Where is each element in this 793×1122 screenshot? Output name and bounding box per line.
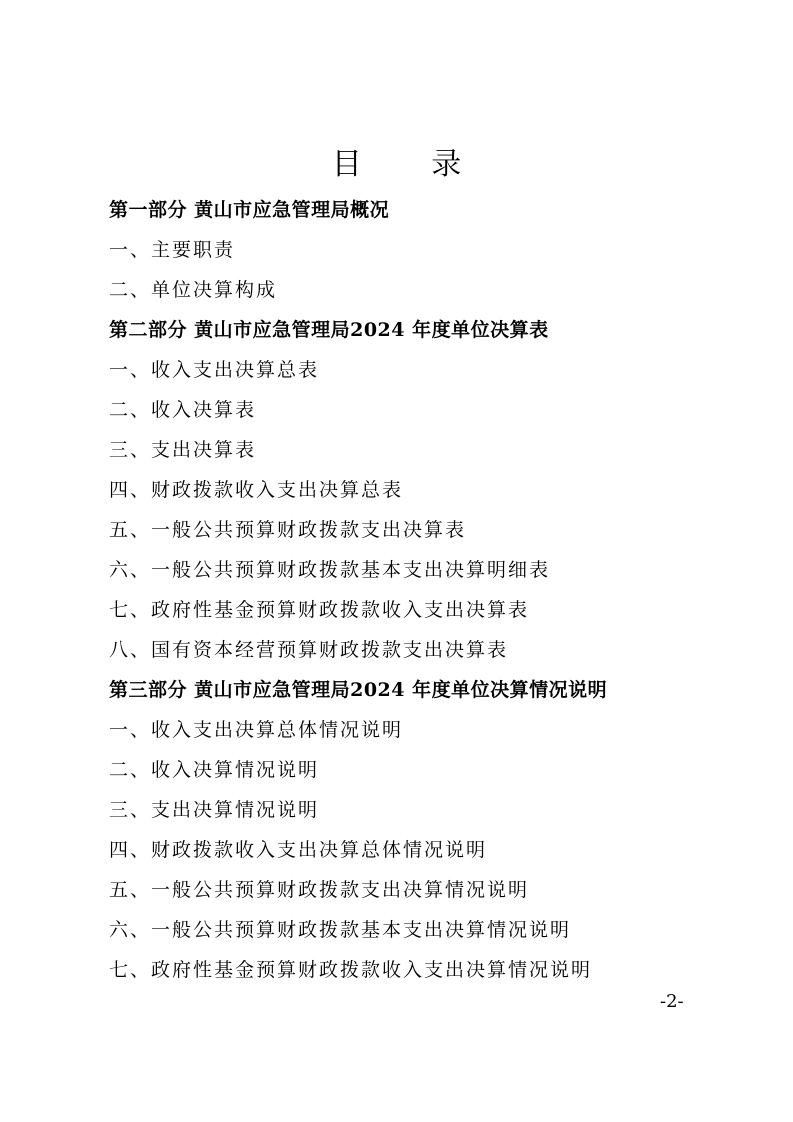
toc-item: 六、一般公共预算财政拨款基本支出决算明细表 xyxy=(109,559,551,581)
toc-item: 七、政府性基金预算财政拨款收入支出决算表 xyxy=(109,599,530,621)
document-title: 目 录 xyxy=(331,147,492,182)
toc-item: 六、一般公共预算财政拨款基本支出决算情况说明 xyxy=(109,919,572,941)
toc-item: 五、一般公共预算财政拨款支出决算表 xyxy=(109,519,467,541)
toc-item: 一、收入支出决算总体情况说明 xyxy=(109,719,404,741)
toc-item: 一、主要职责 xyxy=(109,239,236,261)
toc-item: 八、国有资本经营预算财政拨款支出决算表 xyxy=(109,639,509,661)
toc-part-heading: 第一部分 黄山市应急管理局概况 xyxy=(109,199,390,221)
toc-item: 二、单位决算构成 xyxy=(109,279,278,301)
toc-item: 二、收入决算表 xyxy=(109,399,257,421)
toc-item: 四、财政拨款收入支出决算总表 xyxy=(109,479,404,501)
toc-item: 七、政府性基金预算财政拨款收入支出决算情况说明 xyxy=(109,959,593,981)
toc-item: 四、财政拨款收入支出决算总体情况说明 xyxy=(109,839,488,861)
toc-item: 五、一般公共预算财政拨款支出决算情况说明 xyxy=(109,879,530,901)
toc-item: 二、收入决算情况说明 xyxy=(109,759,320,781)
toc-part-heading: 第二部分 黄山市应急管理局2024 年度单位决算表 xyxy=(109,319,549,341)
toc-item: 一、收入支出决算总表 xyxy=(109,359,320,381)
toc-part-heading: 第三部分 黄山市应急管理局2024 年度单位决算情况说明 xyxy=(109,679,608,701)
table-of-contents xyxy=(109,190,729,990)
page-number: -2- xyxy=(660,991,684,1012)
toc-item: 三、支出决算表 xyxy=(109,439,257,461)
toc-item: 三、支出决算情况说明 xyxy=(109,799,320,821)
